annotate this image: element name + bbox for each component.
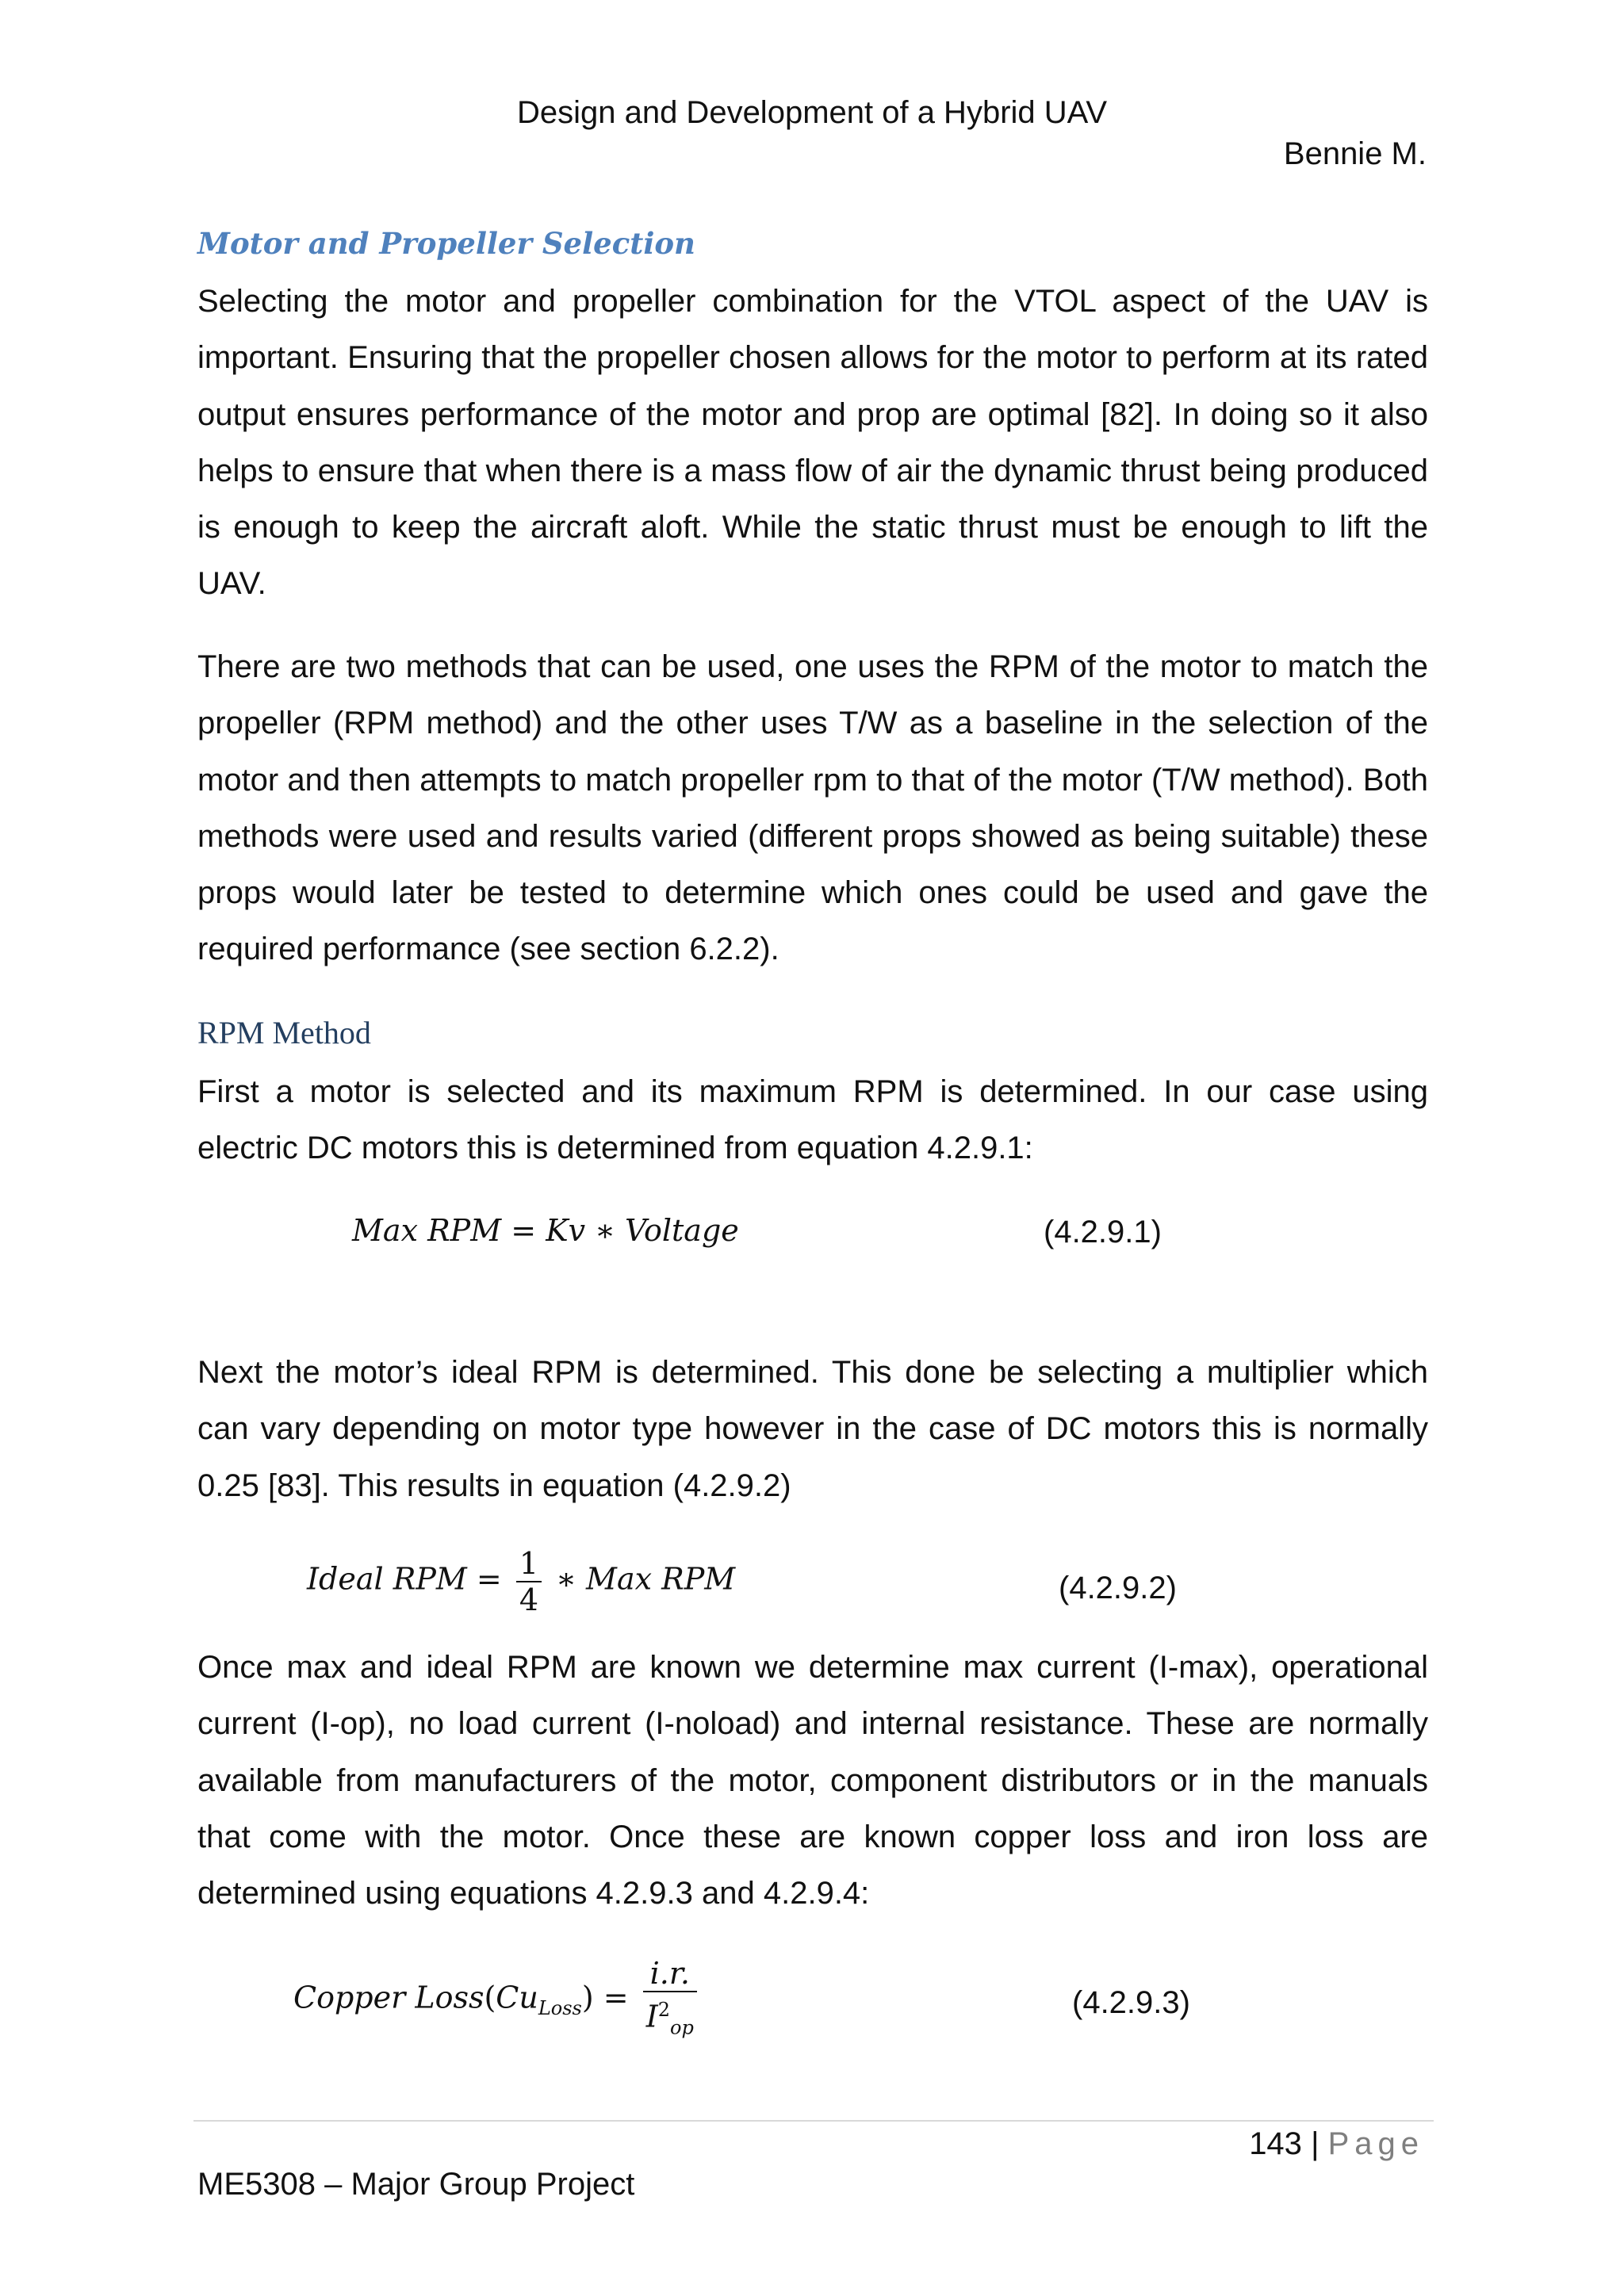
page-number-block — [1249, 2125, 1424, 2163]
equation-number-1: (4.2.9.1) — [1044, 1215, 1162, 1249]
equals-sign: = — [476, 1561, 502, 1597]
equation-lhs: Max RPM — [352, 1213, 502, 1248]
fraction-one-quarter — [516, 1546, 542, 1617]
current-subscript: op — [670, 2016, 694, 2039]
equation-max-rpm — [352, 1211, 739, 1249]
footer-project-title: ME5308 – Major Group Project — [197, 2167, 635, 2202]
page-separator: | — [1311, 2126, 1320, 2161]
equation-rhs: Kv ∗ Voltage — [546, 1213, 739, 1248]
paren-close: ) — [581, 1980, 594, 2015]
equals-sign: = — [511, 1213, 537, 1248]
running-header-author: Bennie M. — [1283, 136, 1427, 171]
equals-sign: = — [603, 1980, 629, 2015]
equation-ideal-rpm — [307, 1546, 735, 1617]
fraction-numerator: 1 — [516, 1546, 542, 1582]
equation-copper-loss — [293, 1956, 702, 2045]
cu-symbol: Cu — [496, 1980, 538, 2015]
body-paragraph-2: There are two methods that can be used, one uses the RPM of the motor to match the propeller (RPM method) and the other uses T/W as a baseline in the selection of the motor and then attempts to match propeller rpm to that of the motor (T/W method). Both methods were used and results varied (different props showed as being suitable) these props would later be tested to determine which ones could be used and gave the required performance (see section 6.2.2). — [197, 649, 1428, 967]
equation-lhs: Copper Loss — [293, 1980, 485, 2015]
current-exponent: 2 — [657, 1999, 671, 2021]
body-paragraph-3: First a motor is selected and its maximum RPM is determined. In our case using electric DC motors this is determined from equation 4.2.9.1: — [197, 1074, 1428, 1166]
current-symbol: I — [645, 1999, 658, 2034]
equation-number-3: (4.2.9.3) — [1072, 1985, 1190, 2020]
fraction-denominator: 4 — [519, 1582, 539, 1617]
equation-number-2: (4.2.9.2) — [1059, 1571, 1177, 1605]
page-number: 143 — [1249, 2126, 1302, 2161]
fraction-copper-loss — [643, 1956, 697, 2045]
paren-open: ( — [484, 1980, 496, 2015]
footer-divider — [193, 2120, 1434, 2122]
running-header-title: Design and Development of a Hybrid UAV — [516, 95, 1108, 130]
equation-lhs: Ideal RPM — [307, 1561, 467, 1597]
body-paragraph-1: Selecting the motor and propeller combination for the VTOL aspect of the UAV is important. Ensuring that the propeller chosen allows for the motor to perform at its rated output ensures performance of the motor and prop are optimal [82]. In doing so it also helps to ensure that when there is a mass flow of air the dynamic thrust being produced is enough to keep the aircraft aloft. While the static thrust must be enough to lift the UAV. — [197, 284, 1428, 602]
fraction-denominator — [643, 1992, 697, 2045]
body-paragraph-5: Once max and ideal RPM are known we determine max current (I-max), operational current (I-op), no load current (I-noload) and internal resistance. These are normally available from manufacturers of the motor, component distributors or in the manuals that come with the motor. Once these are known copper loss and iron loss are determined using equations 4.2.9.3 and 4.2.9.4: — [197, 1650, 1428, 1911]
subsection-heading-rpm-method: RPM Method — [197, 1015, 371, 1050]
equation-rhs: ∗ Max RPM — [556, 1561, 736, 1597]
body-paragraph-4: Next the motor’s ideal RPM is determined. This done be selecting a multiplier which can vary depending on motor type however in the case of DC motors this is normally 0.25 [83]. This results in equation (4.2.9.2) — [197, 1355, 1428, 1503]
cu-subscript: Loss — [538, 1997, 582, 2020]
fraction-numerator: i.r. — [643, 1956, 697, 1992]
section-heading-motor-propeller: Motor and Propeller Selection — [197, 226, 695, 261]
page-label: Page — [1327, 2126, 1424, 2161]
